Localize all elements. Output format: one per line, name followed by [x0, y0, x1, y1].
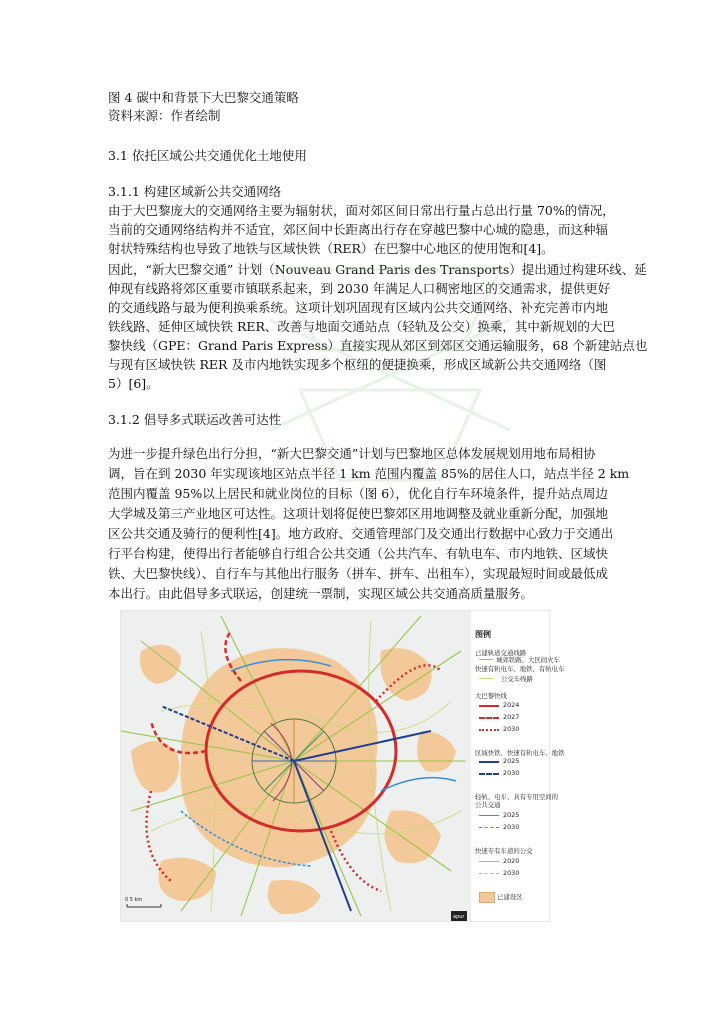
- paragraph-2-line: 与现有区域快铁 RER 及市内地铁实现多个枢纽的便捷换乘，形成区域新公共交通网络（图: [108, 357, 607, 372]
- legend-existing-header: 已建轨道交通线路: [475, 649, 527, 657]
- subsection-heading-1: 3.1.1 构建区域新公共交通网络: [108, 184, 282, 199]
- legend-rer-header: 区域快铁、快速有轨电车、地铁: [475, 749, 565, 757]
- subsection-heading-2: 3.1.2 倡导多式联运改善可达性: [108, 412, 282, 427]
- paragraph-3-line: 区公共交通及骑行的便利性[4]。地方政府、交通管理部门及交通出行数据中心致力于交通出: [108, 526, 614, 541]
- paragraph-3-line: 本出行。由此倡导多式联运，创建统一票制，实现区域公共交通高质量服务。: [108, 586, 534, 601]
- paragraph-2-line: 铁线路、延伸区域快铁 RER、改善与地面交通站点（轻轨及公交）换乘，其中新规划的大巴: [108, 319, 615, 334]
- paragraph-2-line: 黎快线（GPE：Grand Paris Express）直接实现从郊区到郊区交通运输服务，68 个新建站点也: [108, 338, 648, 353]
- legend-brt-2030: 2030: [503, 869, 520, 877]
- legend-brt-2020: 2020: [503, 857, 520, 865]
- legend-built-area: 已建设区: [497, 893, 523, 901]
- legend-brt-header: 快速专有车道的公交: [475, 847, 533, 855]
- transport-network-map: [121, 611, 467, 921]
- paragraph-2-line: 5）[6]。: [108, 376, 159, 391]
- section-heading: 3.1 依托区域公共交通优化土地使用: [108, 148, 307, 163]
- legend-existing-rail: 城郊铁路、大区间火车: [496, 656, 560, 664]
- transport-network-map-figure: [120, 610, 565, 922]
- paragraph-3-line: 大学城及第三产业地区可达性。这项计划将促使巴黎郊区用地调整及就业重新分配，加强地: [108, 506, 609, 521]
- paragraph-2-line: 的交通线路与最为便利换乘系统。这项计划巩固现有区域内公共交通网络、补充完善市内地: [108, 300, 609, 315]
- legend-swatch-bus: [479, 678, 493, 679]
- paragraph-3-line: 范围内覆盖 95%以上居民和就业岗位的目标（图 6），优化自行车环境条件，提升站点周边: [108, 486, 608, 501]
- legend-gpe-2024: 2024: [503, 701, 520, 709]
- legend-swatch-rer-2025: [479, 761, 499, 763]
- legend-swatch-brt-2030: [479, 873, 499, 874]
- paragraph-1-line: 射状特殊结构也导致了地铁与区域快铁（RER）在巴黎中心地区的使用饱和[4]。: [108, 241, 554, 256]
- legend-existing-bus: 公交车线路: [501, 675, 533, 683]
- figure-4-source: 资料来源：作者绘制: [108, 108, 221, 123]
- figure-4-caption: 图 4 碳中和背景下大巴黎交通策略: [108, 90, 299, 105]
- scale-label: 0 5 km: [125, 897, 143, 903]
- paragraph-3-line: 为进一步提升绿色出行分担，“新大巴黎交通”计划与巴黎地区总体发展规划用地布局相协: [108, 446, 596, 461]
- legend-gpe-header: 大巴黎快线: [475, 692, 507, 700]
- paragraph-2-line: 伸现有线路将郊区重要市镇联系起来，到 2030 年满足人口稠密地区的交通需求，提供更好: [108, 281, 611, 296]
- paragraph-1-line: 由于大巴黎庞大的交通网络主要为辐射状，面对郊区间日常出行量占总出行量 70%的情况，: [108, 203, 615, 218]
- paragraph-3-line: 行平台构建，使得出行者能够自行组合公共交通（公共汽车、有轨电车、市内地铁、区域快: [108, 546, 609, 561]
- legend-swatch-lrt-2025: [479, 815, 499, 816]
- legend-swatch-rer-2030: [479, 773, 499, 775]
- map-legend: [471, 611, 565, 921]
- legend-lrt-header-line2: 公共交通: [475, 801, 501, 809]
- legend-swatch-built-area: [479, 892, 495, 903]
- legend-rer-2025: 2025: [503, 757, 520, 765]
- paragraph-1-line: 当前的交通网络结构并不适宜，郊区间中长距离出行存在穿越巴黎中心城的隐患，而这种辐: [108, 222, 609, 237]
- paragraph-3-line: 铁、大巴黎快线）、自行车与其他出行服务（拼车、拼车、出租车），实现最短时间或最低成: [108, 566, 609, 581]
- legend-lrt-header-line1: 轻轨、电车、具有专用空间的: [475, 793, 559, 801]
- legend-swatch-gpe-2024: [479, 705, 499, 707]
- legend-swatch-rail: [479, 659, 493, 660]
- legend-existing-metro: 快速有轨电车、地铁、有轨电车: [475, 665, 565, 673]
- apur-logo: apur: [453, 914, 465, 920]
- legend-rer-2030: 2030: [503, 769, 520, 777]
- legend-lrt-2030: 2030: [503, 823, 520, 831]
- legend-swatch-gpe-2030: [479, 729, 499, 731]
- legend-gpe-2027: 2027: [503, 713, 520, 721]
- legend-gpe-2030: 2030: [503, 725, 520, 733]
- legend-swatch-lrt-2030: [479, 827, 499, 828]
- paragraph-3-line: 调，旨在到 2030 年实现该地区站点半径 1 km 范围内覆盖 85%的居住人口，站点半径 2 km: [108, 466, 630, 481]
- legend-swatch-gpe-2027: [479, 717, 499, 719]
- legend-swatch-brt-2020: [479, 861, 499, 862]
- legend-title: 图例: [475, 630, 491, 639]
- paragraph-2-line: 因此，“新大巴黎交通” 计划（Nouveau Grand Paris des Transports）提出通过构建环线、延: [108, 262, 647, 277]
- legend-lrt-2025: 2025: [503, 811, 520, 819]
